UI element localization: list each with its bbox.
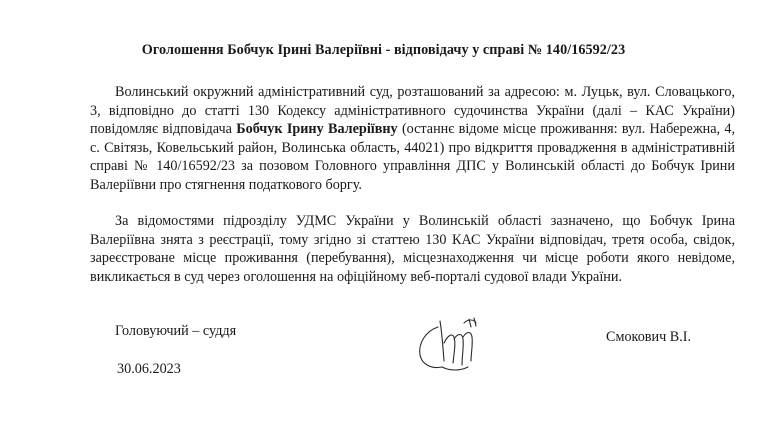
notice-title: Оголошення Бобчук Ірині Валеріївні - відповідачу у справі № 140/16592/23: [141, 42, 626, 58]
notice-paragraph-1: [90, 83, 735, 195]
paragraph-1-intro: Волинський окружний адміністративний суд, розташований за адресою: м. Луцьк, вул. Словацького, 3, відповідно до статті 130 Кодексу адміністративного судочинства України (далі – КАС України) повідомляє відповідача: [90, 84, 735, 138]
handwritten-signature: [408, 313, 496, 375]
defendant-name: Бобчук Ірину Валеріївну: [236, 121, 398, 138]
notice-date: 30.06.2023: [117, 361, 181, 377]
judge-name: Смокович В.І.: [606, 329, 692, 345]
notice-paragraph-2: За відомостями підрозділу УДМС України у Волинській області зазначено, що Бобчук Ірина Валеріївна знята з реєстрації, тому згідно зі статтею 130 КАС України відповідач, третя особа, свідок, зареєстроване місце проживання (перебування), місцезнаходження чи місце роботи якого невідоме, викликається в суд через оголошення на офіційному веб-порталі судової влади України.: [90, 213, 735, 285]
presiding-judge-role: Головуючий – суддя: [115, 323, 237, 339]
paragraph-1-details: (останнє відоме місце проживання: вул. Набережна, 4, с. Світязь, Ковельський район, Волинська область, 44021) про відкриття провадження в адміністративній справі № 140/16592/23 за позовом Головного управління ДПС у Волинській області до Бобчук Ірини Валеріївни про стягнення податкового боргу.: [90, 121, 736, 193]
